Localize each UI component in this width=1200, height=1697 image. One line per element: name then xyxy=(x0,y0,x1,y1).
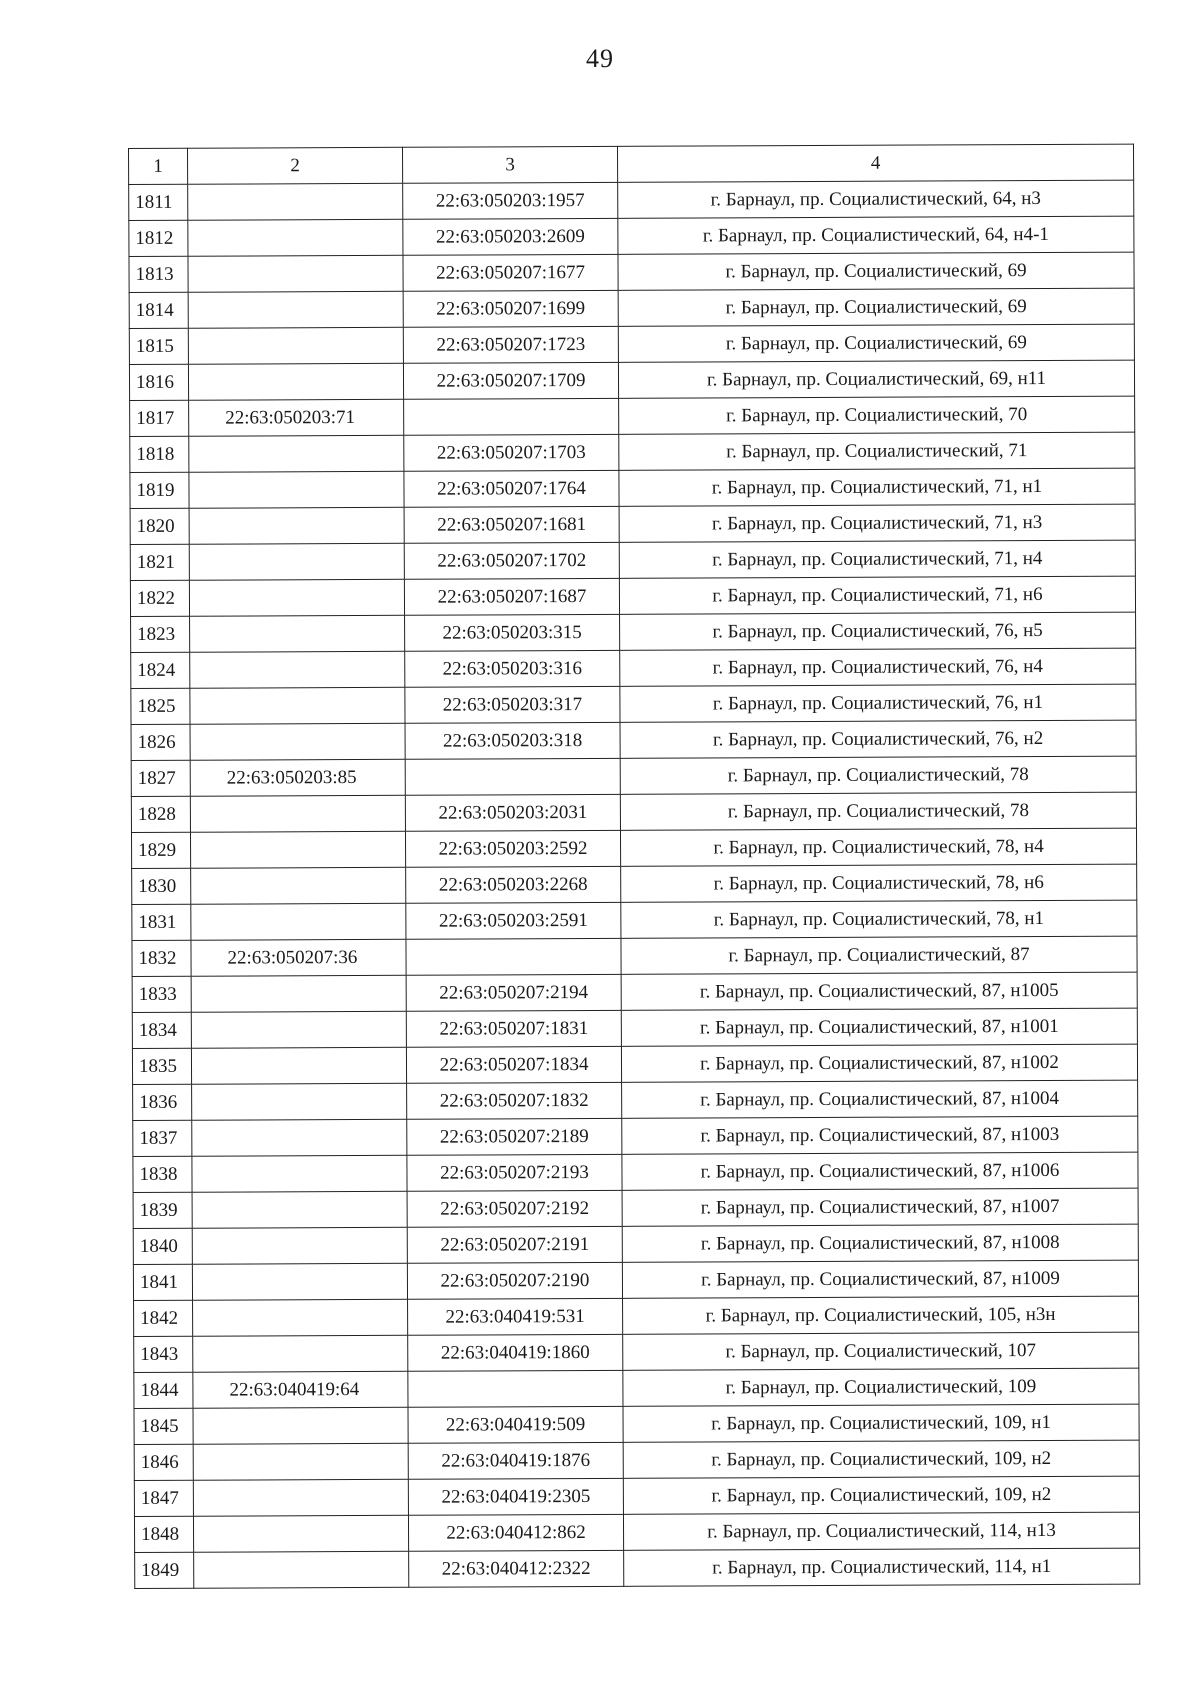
cell-address: г. Барнаул, пр. Социалистический, 71, н4 xyxy=(619,540,1135,578)
table-row xyxy=(133,1152,1138,1192)
cell-address: г. Барнаул, пр. Социалистический, 71, н1 xyxy=(619,468,1135,506)
cell-address: г. Барнаул, пр. Социалистический, 87, н1006 xyxy=(622,1152,1138,1190)
cell-number: 1820 xyxy=(130,508,189,544)
table-row xyxy=(129,288,1134,328)
cell-parcel-cadastral xyxy=(190,651,405,688)
cell-object-cadastral: 22:63:040419:509 xyxy=(408,1406,623,1443)
cell-address: г. Барнаул, пр. Социалистический, 64, н4-1 xyxy=(618,216,1134,254)
cell-address: г. Барнаул, пр. Социалистический, 76, н2 xyxy=(620,720,1136,758)
cell-address: г. Барнаул, пр. Социалистический, 78 xyxy=(620,756,1136,794)
cell-number: 1811 xyxy=(129,184,188,220)
page-number: 49 xyxy=(586,44,614,73)
cell-address: г. Барнаул, пр. Социалистический, 105, н3н xyxy=(623,1296,1139,1334)
cell-parcel-cadastral xyxy=(188,363,403,400)
table-row xyxy=(134,1476,1139,1516)
cell-parcel-cadastral xyxy=(190,687,405,724)
cell-number: 1834 xyxy=(132,1012,191,1048)
cell-parcel-cadastral xyxy=(193,1299,408,1336)
cell-object-cadastral: 22:63:050203:315 xyxy=(405,614,620,651)
cell-parcel-cadastral xyxy=(190,723,405,760)
header-col-1: 1 xyxy=(129,148,188,184)
cell-number: 1821 xyxy=(130,544,189,580)
cell-number: 1831 xyxy=(132,904,191,940)
cell-object-cadastral: 22:63:050207:1723 xyxy=(403,326,618,363)
cell-object-cadastral: 22:63:050203:317 xyxy=(405,686,620,723)
cell-number: 1827 xyxy=(131,760,190,796)
table-row xyxy=(134,1440,1139,1480)
cell-number: 1830 xyxy=(132,868,191,904)
cell-address: г. Барнаул, пр. Социалистический, 69, н11 xyxy=(618,360,1134,398)
cell-address: г. Барнаул, пр. Социалистический, 114, н1 xyxy=(624,1548,1140,1586)
table-row xyxy=(131,828,1136,868)
cell-parcel-cadastral xyxy=(194,1551,409,1588)
cell-parcel-cadastral xyxy=(192,1191,407,1228)
cell-object-cadastral: 22:63:040412:2322 xyxy=(409,1550,624,1587)
cell-address: г. Барнаул, пр. Социалистический, 69 xyxy=(618,324,1134,362)
cell-address: г. Барнаул, пр. Социалистический, 107 xyxy=(623,1332,1139,1370)
cell-number: 1842 xyxy=(134,1300,193,1336)
table-row xyxy=(129,252,1134,292)
header-row xyxy=(129,144,1134,184)
cell-parcel-cadastral xyxy=(190,615,405,652)
cell-object-cadastral: 22:63:040419:531 xyxy=(408,1298,623,1335)
cell-object-cadastral: 22:63:050207:1832 xyxy=(407,1082,622,1119)
cell-number: 1840 xyxy=(133,1228,192,1264)
cell-parcel-cadastral xyxy=(193,1407,408,1444)
cell-number: 1843 xyxy=(134,1336,193,1372)
cell-object-cadastral: 22:63:050207:1703 xyxy=(404,434,619,471)
cell-object-cadastral: 22:63:050203:2591 xyxy=(406,902,621,939)
cell-number: 1848 xyxy=(134,1516,193,1552)
table-row xyxy=(131,792,1136,832)
cell-parcel-cadastral xyxy=(188,291,403,328)
cell-number: 1815 xyxy=(129,328,188,364)
cell-number: 1823 xyxy=(131,616,190,652)
cell-parcel-cadastral xyxy=(193,1335,408,1372)
cell-number: 1829 xyxy=(131,832,190,868)
table-row xyxy=(130,576,1135,616)
cell-object-cadastral: 22:63:050207:1764 xyxy=(404,470,619,507)
cell-address: г. Барнаул, пр. Социалистический, 87 xyxy=(621,936,1137,974)
cell-number: 1846 xyxy=(134,1444,193,1480)
cell-address: г. Барнаул, пр. Социалистический, 70 xyxy=(619,396,1135,434)
table-row xyxy=(131,612,1136,652)
cell-number: 1839 xyxy=(133,1192,192,1228)
cell-object-cadastral: 22:63:050207:1831 xyxy=(406,1010,621,1047)
cell-number: 1816 xyxy=(129,364,188,400)
cell-object-cadastral xyxy=(406,938,621,975)
cell-object-cadastral xyxy=(408,1370,623,1407)
cell-parcel-cadastral xyxy=(191,1047,406,1084)
table-row xyxy=(133,1260,1138,1300)
cell-object-cadastral: 22:63:050207:1681 xyxy=(404,506,619,543)
header-col-3: 3 xyxy=(402,146,617,183)
header-col-4: 4 xyxy=(617,144,1133,182)
cell-object-cadastral xyxy=(405,758,620,795)
table-row xyxy=(131,720,1136,760)
cell-parcel-cadastral xyxy=(189,579,404,616)
cell-parcel-cadastral xyxy=(192,1155,407,1192)
cell-parcel-cadastral xyxy=(190,795,405,832)
cell-object-cadastral: 22:63:050203:2592 xyxy=(405,830,620,867)
cell-object-cadastral: 22:63:050207:2193 xyxy=(407,1154,622,1191)
cell-number: 1833 xyxy=(132,976,191,1012)
cell-number: 1824 xyxy=(131,652,190,688)
property-table xyxy=(128,144,1140,1589)
cell-parcel-cadastral xyxy=(188,219,403,256)
cell-parcel-cadastral xyxy=(191,975,406,1012)
cell-parcel-cadastral: 22:63:050203:85 xyxy=(190,759,405,796)
cell-number: 1814 xyxy=(129,292,188,328)
cell-address: г. Барнаул, пр. Социалистический, 87, н1001 xyxy=(621,1008,1137,1046)
table-row xyxy=(129,216,1134,256)
table-row xyxy=(131,684,1136,724)
cell-number: 1836 xyxy=(133,1084,192,1120)
cell-object-cadastral: 22:63:050207:1677 xyxy=(403,254,618,291)
table-row xyxy=(134,1404,1139,1444)
cell-parcel-cadastral xyxy=(188,327,403,364)
cell-address: г. Барнаул, пр. Социалистический, 78 xyxy=(620,792,1136,830)
cell-address: г. Барнаул, пр. Социалистический, 69 xyxy=(618,252,1134,290)
cell-number: 1844 xyxy=(134,1372,193,1408)
cell-object-cadastral: 22:63:050207:2194 xyxy=(406,974,621,1011)
table-row xyxy=(130,540,1135,580)
cell-parcel-cadastral: 22:63:040419:64 xyxy=(193,1371,408,1408)
cell-parcel-cadastral xyxy=(193,1479,408,1516)
table-row xyxy=(131,648,1136,688)
table-row xyxy=(134,1368,1139,1408)
table-row xyxy=(132,972,1137,1012)
cell-parcel-cadastral xyxy=(192,1119,407,1156)
cell-number: 1835 xyxy=(132,1048,191,1084)
table-row xyxy=(130,468,1135,508)
cell-object-cadastral: 22:63:050203:316 xyxy=(405,650,620,687)
cell-number: 1822 xyxy=(130,580,189,616)
cell-parcel-cadastral xyxy=(191,867,406,904)
table-row xyxy=(130,504,1135,544)
cell-object-cadastral: 22:63:050207:2191 xyxy=(407,1226,622,1263)
cell-address: г. Барнаул, пр. Социалистический, 69 xyxy=(618,288,1134,326)
cell-number: 1838 xyxy=(133,1156,192,1192)
table-row xyxy=(129,360,1134,400)
cell-object-cadastral: 22:63:040419:1876 xyxy=(408,1442,623,1479)
cell-number: 1832 xyxy=(132,940,191,976)
cell-address: г. Барнаул, пр. Социалистический, 71, н3 xyxy=(619,504,1135,542)
cell-object-cadastral: 22:63:050207:2192 xyxy=(407,1190,622,1227)
cell-number: 1812 xyxy=(129,220,188,256)
cell-number: 1825 xyxy=(131,688,190,724)
cell-address: г. Барнаул, пр. Социалистический, 87, н1003 xyxy=(622,1116,1138,1154)
table-row xyxy=(133,1188,1138,1228)
cell-address: г. Барнаул, пр. Социалистический, 71 xyxy=(619,432,1135,470)
cell-parcel-cadastral xyxy=(189,543,404,580)
cell-address: г. Барнаул, пр. Социалистический, 87, н1007 xyxy=(622,1188,1138,1226)
cell-address: г. Барнаул, пр. Социалистический, 114, н13 xyxy=(623,1512,1139,1550)
cell-number: 1841 xyxy=(133,1264,192,1300)
cell-parcel-cadastral xyxy=(189,507,404,544)
cell-object-cadastral: 22:63:050207:2189 xyxy=(407,1118,622,1155)
cell-object-cadastral: 22:63:040419:1860 xyxy=(408,1334,623,1371)
cell-number: 1826 xyxy=(131,724,190,760)
table-row xyxy=(129,180,1134,220)
cell-parcel-cadastral xyxy=(188,183,403,220)
cell-address: г. Барнаул, пр. Социалистический, 87, н1004 xyxy=(622,1080,1138,1118)
cell-parcel-cadastral xyxy=(192,1227,407,1264)
cell-number: 1837 xyxy=(133,1120,192,1156)
cell-object-cadastral: 22:63:050207:2190 xyxy=(407,1262,622,1299)
cell-address: г. Барнаул, пр. Социалистический, 78, н6 xyxy=(621,864,1137,902)
table-row xyxy=(133,1116,1138,1156)
table-header xyxy=(129,144,1134,184)
cell-address: г. Барнаул, пр. Социалистический, 109, н2 xyxy=(623,1440,1139,1478)
cell-parcel-cadastral: 22:63:050203:71 xyxy=(189,399,404,436)
cell-number: 1817 xyxy=(130,400,189,436)
table-row xyxy=(132,936,1137,976)
cell-object-cadastral: 22:63:050207:1687 xyxy=(404,578,619,615)
cell-parcel-cadastral xyxy=(191,1011,406,1048)
cell-parcel-cadastral xyxy=(189,435,404,472)
table-row xyxy=(133,1080,1138,1120)
table-row xyxy=(133,1224,1138,1264)
cell-number: 1847 xyxy=(134,1480,193,1516)
cell-parcel-cadastral xyxy=(193,1515,408,1552)
cell-parcel-cadastral xyxy=(188,255,403,292)
cell-address: г. Барнаул, пр. Социалистический, 109, н1 xyxy=(623,1404,1139,1442)
table-row xyxy=(130,396,1135,436)
cell-object-cadastral: 22:63:050203:2268 xyxy=(406,866,621,903)
cell-parcel-cadastral xyxy=(192,1263,407,1300)
table-row xyxy=(132,1044,1137,1084)
cell-address: г. Барнаул, пр. Социалистический, 87, н1005 xyxy=(621,972,1137,1010)
cell-object-cadastral: 22:63:050207:1699 xyxy=(403,290,618,327)
cell-object-cadastral: 22:63:050203:318 xyxy=(405,722,620,759)
cell-address: г. Барнаул, пр. Социалистический, 64, н3 xyxy=(618,180,1134,218)
cell-object-cadastral: 22:63:050203:1957 xyxy=(403,182,618,219)
cell-object-cadastral: 22:63:050203:2031 xyxy=(405,794,620,831)
cell-address: г. Барнаул, пр. Социалистический, 76, н1 xyxy=(620,684,1136,722)
cell-address: г. Барнаул, пр. Социалистический, 87, н1002 xyxy=(621,1044,1137,1082)
cell-number: 1813 xyxy=(129,256,188,292)
cell-address: г. Барнаул, пр. Социалистический, 78, н1 xyxy=(621,900,1137,938)
cell-parcel-cadastral xyxy=(191,903,406,940)
cell-number: 1818 xyxy=(130,436,189,472)
cell-number: 1845 xyxy=(134,1408,193,1444)
table-row xyxy=(132,864,1137,904)
cell-object-cadastral: 22:63:050207:1834 xyxy=(406,1046,621,1083)
table-row xyxy=(130,432,1135,472)
cell-parcel-cadastral xyxy=(193,1443,408,1480)
header-col-2: 2 xyxy=(188,147,403,184)
cell-parcel-cadastral xyxy=(189,471,404,508)
cell-address: г. Барнаул, пр. Социалистический, 109 xyxy=(623,1368,1139,1406)
table-body xyxy=(129,180,1140,1588)
cell-number: 1828 xyxy=(131,796,190,832)
table-row xyxy=(134,1332,1139,1372)
cell-object-cadastral: 22:63:050203:2609 xyxy=(403,218,618,255)
table-row xyxy=(132,1008,1137,1048)
cell-parcel-cadastral xyxy=(190,831,405,868)
table-row xyxy=(134,1512,1139,1552)
cell-object-cadastral: 22:63:040412:862 xyxy=(408,1514,623,1551)
cell-address: г. Барнаул, пр. Социалистический, 87, н1009 xyxy=(622,1260,1138,1298)
cell-object-cadastral: 22:63:040419:2305 xyxy=(408,1478,623,1515)
cell-address: г. Барнаул, пр. Социалистический, 76, н5 xyxy=(620,612,1136,650)
table-row xyxy=(134,1296,1139,1336)
cell-object-cadastral: 22:63:050207:1709 xyxy=(403,362,618,399)
cell-object-cadastral: 22:63:050207:1702 xyxy=(404,542,619,579)
cell-number: 1819 xyxy=(130,472,189,508)
table-row xyxy=(129,324,1134,364)
cell-parcel-cadastral: 22:63:050207:36 xyxy=(191,939,406,976)
cell-address: г. Барнаул, пр. Социалистический, 87, н1008 xyxy=(622,1224,1138,1262)
table-row xyxy=(132,900,1137,940)
cell-address: г. Барнаул, пр. Социалистический, 76, н4 xyxy=(620,648,1136,686)
cell-address: г. Барнаул, пр. Социалистический, 109, н2 xyxy=(623,1476,1139,1514)
table-row xyxy=(131,756,1136,796)
cell-object-cadastral xyxy=(404,398,619,435)
table-row xyxy=(135,1548,1140,1588)
cell-address: г. Барнаул, пр. Социалистический, 78, н4 xyxy=(620,828,1136,866)
cell-address: г. Барнаул, пр. Социалистический, 71, н6 xyxy=(619,576,1135,614)
cell-parcel-cadastral xyxy=(192,1083,407,1120)
cell-number: 1849 xyxy=(135,1552,194,1588)
